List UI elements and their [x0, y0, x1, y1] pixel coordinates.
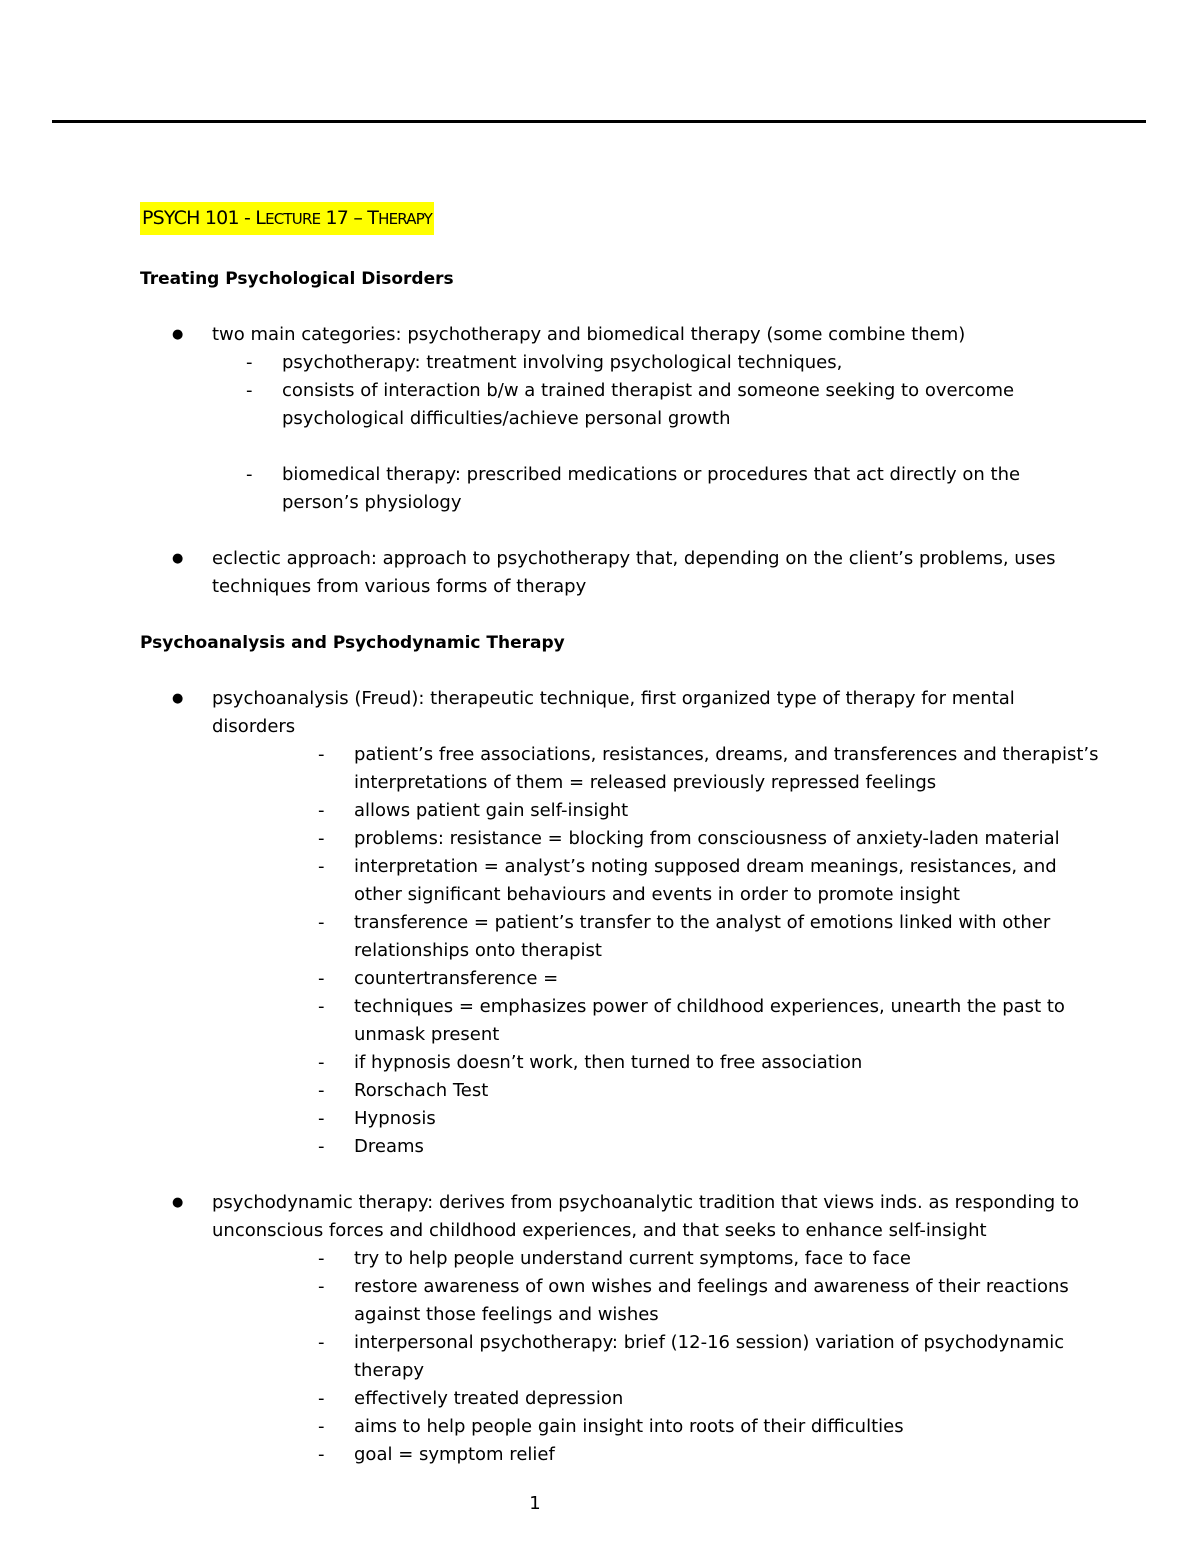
sub-item-text: restore awareness of own wishes and feelings and awareness of their reactions against those feelings and wishes [354, 1276, 1069, 1325]
section-heading: Treating Psychological Disorders [140, 269, 454, 289]
bullet-list [140, 321, 1100, 601]
bullet-text: eclectic approach: approach to psychotherapy that, depending on the client’s problems, uses techniques from various forms of therapy [212, 548, 1056, 597]
sub-list [212, 1245, 1100, 1469]
bullet-text: psychodynamic therapy: derives from psychoanalytic tradition that views inds. as responding to unconscious forces and childhood experiences, and that seeks to enhance self-insight [212, 1192, 1079, 1241]
sub-item [318, 1245, 1100, 1273]
sub-item-text: Dreams [354, 1136, 424, 1157]
sub-item-text: patient’s free associations, resistances, dreams, and transferences and therapist’s interpretations of them = released previously repressed feelings [354, 744, 1099, 793]
sub-item [318, 1077, 1100, 1105]
dash-marker: - [318, 1052, 325, 1073]
sub-item [246, 377, 1100, 433]
title-word2-initial: T [367, 207, 379, 229]
sub-item [318, 1413, 1100, 1441]
sub-item-text: if hypnosis doesn’t work, then turned to free association [354, 1052, 863, 1073]
bullet-text: psychoanalysis (Freud): therapeutic technique, first organized type of therapy for mental disorders [212, 688, 1015, 737]
page-number: 1 [529, 1493, 541, 1514]
dash-marker: - [318, 968, 325, 989]
list-item [140, 685, 1100, 1161]
title-word1-initial: L [255, 207, 266, 229]
sub-item-text: Rorschach Test [354, 1080, 489, 1101]
sub-item-text: psychotherapy: treatment involving psychological techniques, [282, 352, 843, 373]
bullet-marker: ● [172, 691, 184, 706]
header-rule [52, 120, 1146, 123]
sub-item [246, 461, 1100, 517]
dash-marker: - [246, 464, 253, 485]
dash-marker: - [318, 996, 325, 1017]
bullet-marker: ● [172, 551, 184, 566]
title-middle: 17 – [320, 207, 368, 229]
dash-marker: - [318, 800, 325, 821]
sub-item-text: try to help people understand current symptoms, face to face [354, 1248, 911, 1269]
sub-item-text: effectively treated depression [354, 1388, 624, 1409]
dash-marker: - [318, 828, 325, 849]
dash-marker: - [318, 744, 325, 765]
sub-item [318, 993, 1100, 1049]
sub-item-text: techniques = emphasizes power of childhood experiences, unearth the past to unmask present [354, 996, 1065, 1045]
sub-item [318, 1049, 1100, 1077]
dash-marker: - [318, 1332, 325, 1353]
sub-item [318, 1273, 1100, 1329]
sub-item [318, 909, 1100, 965]
sub-item [318, 741, 1100, 797]
bullet-marker: ● [172, 327, 184, 342]
title-word2-rest: HERAPY [378, 210, 433, 228]
sub-item-text: biomedical therapy: prescribed medications or procedures that act directly on the person’s physiology [282, 464, 1021, 513]
sub-item-text: goal = symptom relief [354, 1444, 555, 1465]
dash-marker: - [318, 856, 325, 877]
dash-marker: - [318, 1388, 325, 1409]
bullet-text: two main categories: psychotherapy and biomedical therapy (some combine them) [212, 324, 966, 345]
sub-item [246, 349, 1100, 377]
sub-list [212, 741, 1100, 1161]
dash-marker: - [318, 1248, 325, 1269]
dash-marker: - [246, 352, 253, 373]
sub-item-text: Hypnosis [354, 1108, 436, 1129]
sub-item [318, 1105, 1100, 1133]
sub-item-text: interpersonal psychotherapy: brief (12-16 session) variation of psychodynamic therapy [354, 1332, 1065, 1381]
sub-item [318, 1133, 1100, 1161]
sub-item-text: countertransference = [354, 968, 559, 989]
title-word1-rest: ECTURE [265, 210, 321, 228]
section-heading: Psychoanalysis and Psychodynamic Therapy [140, 633, 565, 653]
sub-item-text: consists of interaction b/w a trained therapist and someone seeking to overcome psychological difficulties/achieve personal growth [282, 380, 1015, 429]
page-title [140, 202, 434, 235]
dash-marker: - [318, 1136, 325, 1157]
list-item [140, 545, 1100, 601]
sub-item [318, 1329, 1100, 1385]
dash-marker: - [318, 912, 325, 933]
sub-item-text: problems: resistance = blocking from consciousness of anxiety-laden material [354, 828, 1060, 849]
sub-item-text: aims to help people gain insight into roots of their difficulties [354, 1416, 904, 1437]
sub-item-text: transference = patient’s transfer to the analyst of emotions linked with other relationships onto therapist [354, 912, 1051, 961]
sub-item [318, 853, 1100, 909]
dash-marker: - [246, 380, 253, 401]
list-item [140, 1189, 1100, 1469]
bullet-list [140, 685, 1100, 1469]
sub-item-text: interpretation = analyst’s noting supposed dream meanings, resistances, and other significant behaviours and events in order to promote insight [354, 856, 1057, 905]
dash-marker: - [318, 1080, 325, 1101]
title-prefix: PSYCH 101 - [142, 207, 256, 229]
dash-marker: - [318, 1444, 325, 1465]
sub-item [318, 825, 1100, 853]
sub-item [318, 1385, 1100, 1413]
document-body [140, 202, 1100, 1469]
sub-item-text: allows patient gain self-insight [354, 800, 629, 821]
sub-item [318, 965, 1100, 993]
sub-item [318, 1441, 1100, 1469]
dash-marker: - [318, 1276, 325, 1297]
sub-list [212, 349, 1100, 517]
bullet-marker: ● [172, 1195, 184, 1210]
dash-marker: - [318, 1108, 325, 1129]
title-line [140, 202, 1100, 235]
dash-marker: - [318, 1416, 325, 1437]
list-item [140, 321, 1100, 517]
sub-item [318, 797, 1100, 825]
